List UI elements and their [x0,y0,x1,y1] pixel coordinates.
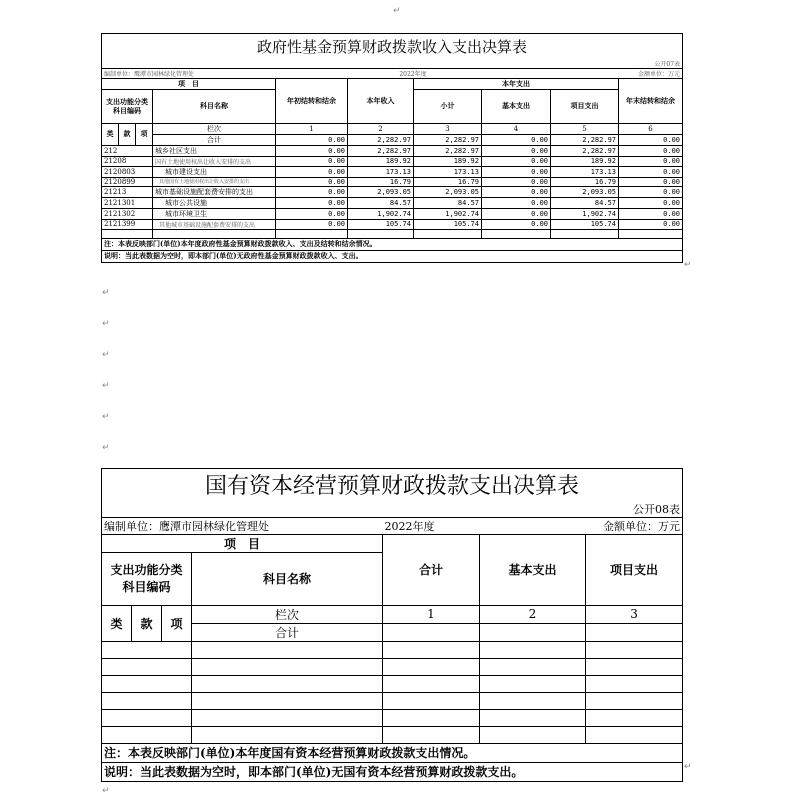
value-cell: 189.92 [348,156,414,166]
table-row [102,145,683,156]
table-row [102,229,683,238]
name-cell: 其他国有土地使用权出让收入安排的支出 [153,177,276,186]
total-header: 合计 [383,534,480,605]
table1-unit: 编制单位：鹰潭市园林绿化管理处 [102,68,276,78]
project-header: 项 目 [102,534,383,552]
value-cell: 1,902.74 [551,208,619,219]
gov-fund-table [101,33,683,263]
table2-note: 注：本表反映部门(单位)本年度国有资本经营预算财政拨款支出情况。 [102,743,683,762]
value-cell: 16.79 [551,177,619,186]
kuan-header: 款 [132,605,162,641]
name-cell: 城市建设支出 [153,166,276,177]
total-cell: 0.00 [276,134,348,145]
total-row-label: 合计 [192,623,383,641]
lanci-label: 栏次 [153,123,276,134]
name-cell: 城市环境卫生 [153,208,276,219]
table1-explanation: 说明：当此表数据为空时，即本部门(单位)无政府性基金预算财政拨款收入、支出。 [102,250,683,262]
value-cell: 0.00 [482,156,551,166]
value-cell: 0.00 [619,208,683,219]
func-code-header-line1: 支出功能分类 [110,562,183,577]
total-cell: 0.00 [482,134,551,145]
end-balance-header: 年末结转和结余 [619,78,683,123]
table-row [102,709,683,726]
code-cell: 2121399 [102,219,153,229]
value-cell: 0.00 [276,197,348,208]
state-capital-table [101,468,683,782]
project-exp-header: 项目支出 [551,89,619,123]
current-income-header: 本年收入 [348,78,414,123]
value-cell: 0.00 [482,145,551,156]
value-cell: 0.00 [619,219,683,229]
project-header: 项 目 [102,78,276,89]
lanci-label: 栏次 [192,605,383,623]
value-cell: 16.79 [414,177,482,186]
name-cell: 城市基础设施配套费安排的支出 [153,186,276,197]
total-cell: 2,282.97 [414,134,482,145]
table1-form-no: 公开07表 [102,59,683,69]
table-row [102,186,683,197]
xiang-header: 项 [136,123,153,145]
table1-money-unit: 金额单位：万元 [551,68,683,78]
value-cell: 0.00 [276,186,348,197]
table-row [102,219,683,229]
basic-header: 基本支出 [480,534,586,605]
value-cell: 1,902.74 [348,208,414,219]
table2-money-unit: 金额单位：万元 [586,517,683,534]
total-cell [383,623,480,641]
value-cell: 105.74 [551,219,619,229]
col-index: 6 [619,123,683,134]
value-cell: 0.00 [619,186,683,197]
value-cell: 0.00 [276,145,348,156]
table-row [102,177,683,186]
value-cell: 2,093.05 [348,186,414,197]
subtotal-header: 小计 [414,89,482,123]
table1-note: 注：本表反映部门(单位)本年度政府性基金预算财政拨款收入、支出及结转和结余情况。 [102,238,683,250]
value-cell: 105.74 [348,219,414,229]
value-cell: 173.13 [414,166,482,177]
table2-form-no: 公开08表 [102,501,683,518]
table-row [102,658,683,675]
value-cell: 2,093.05 [551,186,619,197]
value-cell: 105.74 [414,219,482,229]
subject-name-header: 科目名称 [192,552,383,605]
table-row [102,197,683,208]
value-cell: 0.00 [276,156,348,166]
value-cell: 2,282.97 [348,145,414,156]
total-cell: 2,282.97 [551,134,619,145]
code-cell: 2120803 [102,166,153,177]
name-cell: 国有土地使用权出让收入安排的支出 [153,156,276,166]
total-cell [480,623,586,641]
name-cell: 其他城市基础设施配套费安排的支出 [153,219,276,229]
value-cell: 0.00 [482,197,551,208]
total-cell: 0.00 [619,134,683,145]
kuan-header: 款 [119,123,136,145]
value-cell: 0.00 [619,197,683,208]
code-cell: 2120899 [102,177,153,186]
value-cell: 0.00 [619,156,683,166]
value-cell: 0.00 [276,208,348,219]
paragraph-mark: ↵ [102,381,110,391]
value-cell: 2,282.97 [551,145,619,156]
table2-year: 2022年度 [383,517,586,534]
col-index: 4 [482,123,551,134]
table-row [102,156,683,166]
subject-name-header: 科目名称 [153,89,276,123]
paragraph-mark: ↵ [102,412,110,422]
table-row [102,675,683,692]
func-code-header: 支出功能分类科目编码 [102,89,153,123]
value-cell: 0.00 [619,177,683,186]
col-index: 3 [414,123,482,134]
value-cell: 2,093.05 [414,186,482,197]
name-cell: 城乡社区支出 [153,145,276,156]
value-cell: 189.92 [414,156,482,166]
table-row [102,726,683,743]
code-cell: 2121301 [102,197,153,208]
xiang-header: 项 [162,605,192,641]
basic-header: 基本支出 [482,89,551,123]
table-row [102,208,683,219]
value-cell: 0.00 [619,166,683,177]
table1-year: 2022年度 [276,68,551,78]
table-row [102,166,683,177]
value-cell: 0.00 [482,208,551,219]
paragraph-mark: ↵ [102,786,110,796]
value-cell: 0.00 [482,177,551,186]
paragraph-mark: ↵ [102,319,110,329]
value-cell: 0.00 [276,166,348,177]
col-index: 5 [551,123,619,134]
name-cell: 城市公共设施 [153,197,276,208]
value-cell: 84.57 [551,197,619,208]
lei-header: 类 [102,123,119,145]
value-cell: 16.79 [348,177,414,186]
begin-balance-header: 年初结转和结余 [276,78,348,123]
value-cell: 2,282.97 [414,145,482,156]
paragraph-mark: ↵ [684,762,692,772]
value-cell: 189.92 [551,156,619,166]
total-cell [586,623,683,641]
lei-header: 类 [102,605,132,641]
code-cell: 21213 [102,186,153,197]
table1-title: 政府性基金预算财政拨款收入支出决算表 [102,34,683,59]
col-index: 1 [276,123,348,134]
code-cell: 21208 [102,156,153,166]
table2-title: 国有资本经营预算财政拨款支出决算表 [102,469,683,501]
paragraph-mark: ↵ [393,6,401,16]
table-row [102,641,683,658]
paragraph-mark: ↵ [102,350,110,360]
col-index: 2 [348,123,414,134]
value-cell: 0.00 [482,219,551,229]
col-index: 3 [586,605,683,623]
value-cell: 84.57 [414,197,482,208]
paragraph-mark: ↵ [102,288,110,298]
code-cell: 212 [102,145,153,156]
project-exp-header: 项目支出 [586,534,683,605]
value-cell: 0.00 [619,145,683,156]
value-cell: 0.00 [482,186,551,197]
value-cell: 84.57 [348,197,414,208]
col-index: 2 [480,605,586,623]
total-label: 合计 [153,134,276,145]
total-cell: 2,282.97 [348,134,414,145]
col-index: 1 [383,605,480,623]
table2-explanation: 说明：当此表数据为空时，即本部门(单位)无国有资本经营预算财政拨款支出。 [102,762,683,781]
value-cell: 1,902.74 [414,208,482,219]
code-cell: 2121302 [102,208,153,219]
table2-unit: 编制单位：鹰潭市园林绿化管理处 [102,517,383,534]
value-cell: 0.00 [276,219,348,229]
table-row [102,692,683,709]
func-code-header-line2: 科目编码 [122,579,171,594]
value-cell: 173.13 [551,166,619,177]
paragraph-mark: ↵ [102,443,110,453]
value-cell: 173.13 [348,166,414,177]
paragraph-mark: ↵ [684,260,692,270]
current-expense-header: 本年支出 [414,78,619,89]
value-cell: 0.00 [482,166,551,177]
value-cell: 0.00 [276,177,348,186]
